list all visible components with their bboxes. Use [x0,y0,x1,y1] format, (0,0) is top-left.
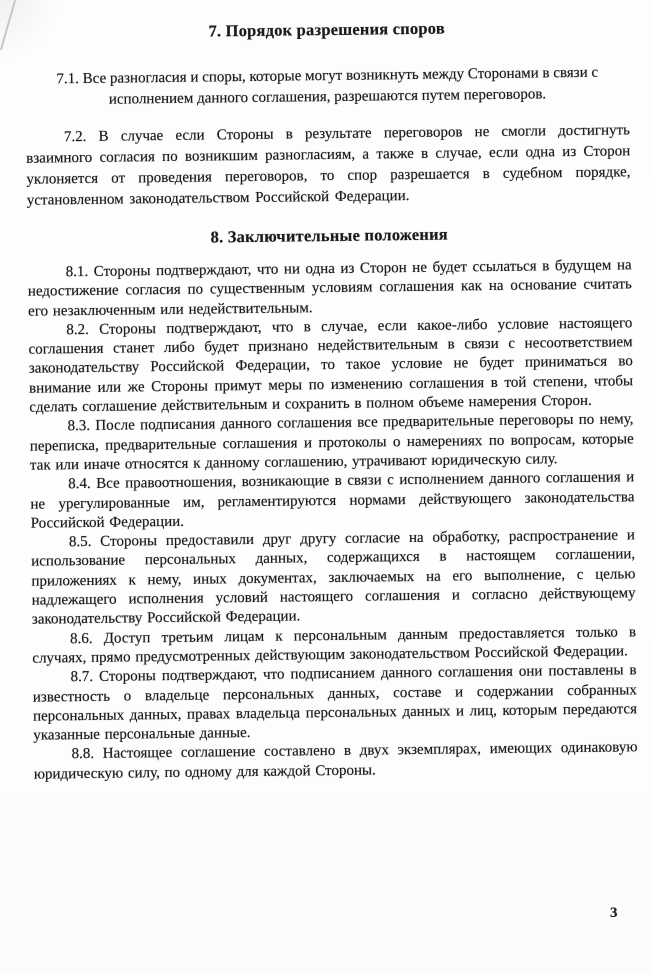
paragraph-8-5: 8.5. Стороны предоставили друг другу согласие на обработку, распространение и использование персональных данных, содержащихся в настоящем соглашении, приложениях к нему, иных документах, заключаемых на его выполнение, с целью надлежащего исполнения условий настоящего соглашения и согласно действующему законодательству Российской Федерации. [31,527,636,628]
section-8-heading: 8. Заключительные положения [210,224,448,247]
paragraph-8-3: 8.3. После подписания данного соглашения все предварительные переговоры по нему, переписка, предварительные соглашения и протоколы о намерениях по вопросам, которые так или иначе относятся к данному соглашению, утрачивают юридическую силу. [29,411,634,474]
paragraph-8-7: 8.7. Стороны подтверждают, что подписанием данного соглашения они поставлены в известность о владельце персональных данных, составе и содержании собранных персональных данных, правах владельца персональных данных и лиц, которым передаются указанные персональные данные. [32,662,638,744]
document-content [25,12,638,784]
paragraph-7-1: 7.1. Все разногласия и споры, которые могут возникнуть между Сторонами в связи с исполнением данного соглашения, разрешаются путем переговоров. [56,64,599,108]
section-7-heading: 7. Порядок разрешения споров [208,18,446,41]
page-corner-crease [0,0,16,50]
paragraph-8-2: 8.2. Стороны подтверждают, что в случае, если какое-либо условие настоящего соглашения станет либо будет признано недействительным в связи с несоответствием законодательству Российской Федерации, то такое условие не будет приниматься во внимание или же Стороны примут меры по изменению соглашения в той степени, чтобы сделать соглашение действительным и сохранить в полном объеме намерения Сторон. [28,315,634,416]
page-number: 3 [610,905,618,921]
paragraph-8-8: 8.8. Настоящее соглашение составлено в двух экземплярах, имеющих одинаковую юридическую силу, по одному для каждой Стороны. [33,739,638,783]
paragraph-8-6: 8.6. Доступ третьим лицам к персональным данным предоставляется только в случаях, прямо предусмотренных действующим законодательством Российской Федерации. [32,623,637,667]
paragraph-7-2: 7.2. В случае если Стороны в результате переговоров не смогли достигнуть взаимного согласия по возникшим разногласиям, а также в случае, если одна из Сторон уклоняется от проведения переговоров, то спор разрешается в судебном порядке, установленном законодательством Российской Федерации. [26,122,631,209]
paragraph-8-1: 8.1. Стороны подтверждают, что ни одна из Сторон не будет ссылаться в будущем на недостижение согласия по существенным условиям соглашения как на основание считать его незаключенным или недействительным. [27,257,632,320]
paragraph-8-4: 8.4. Все правоотношения, возникающие в связи с исполнением данного соглашения и не урегулированные им, регламентируются нормами действующего законодательства Российской Федерации. [30,469,635,532]
